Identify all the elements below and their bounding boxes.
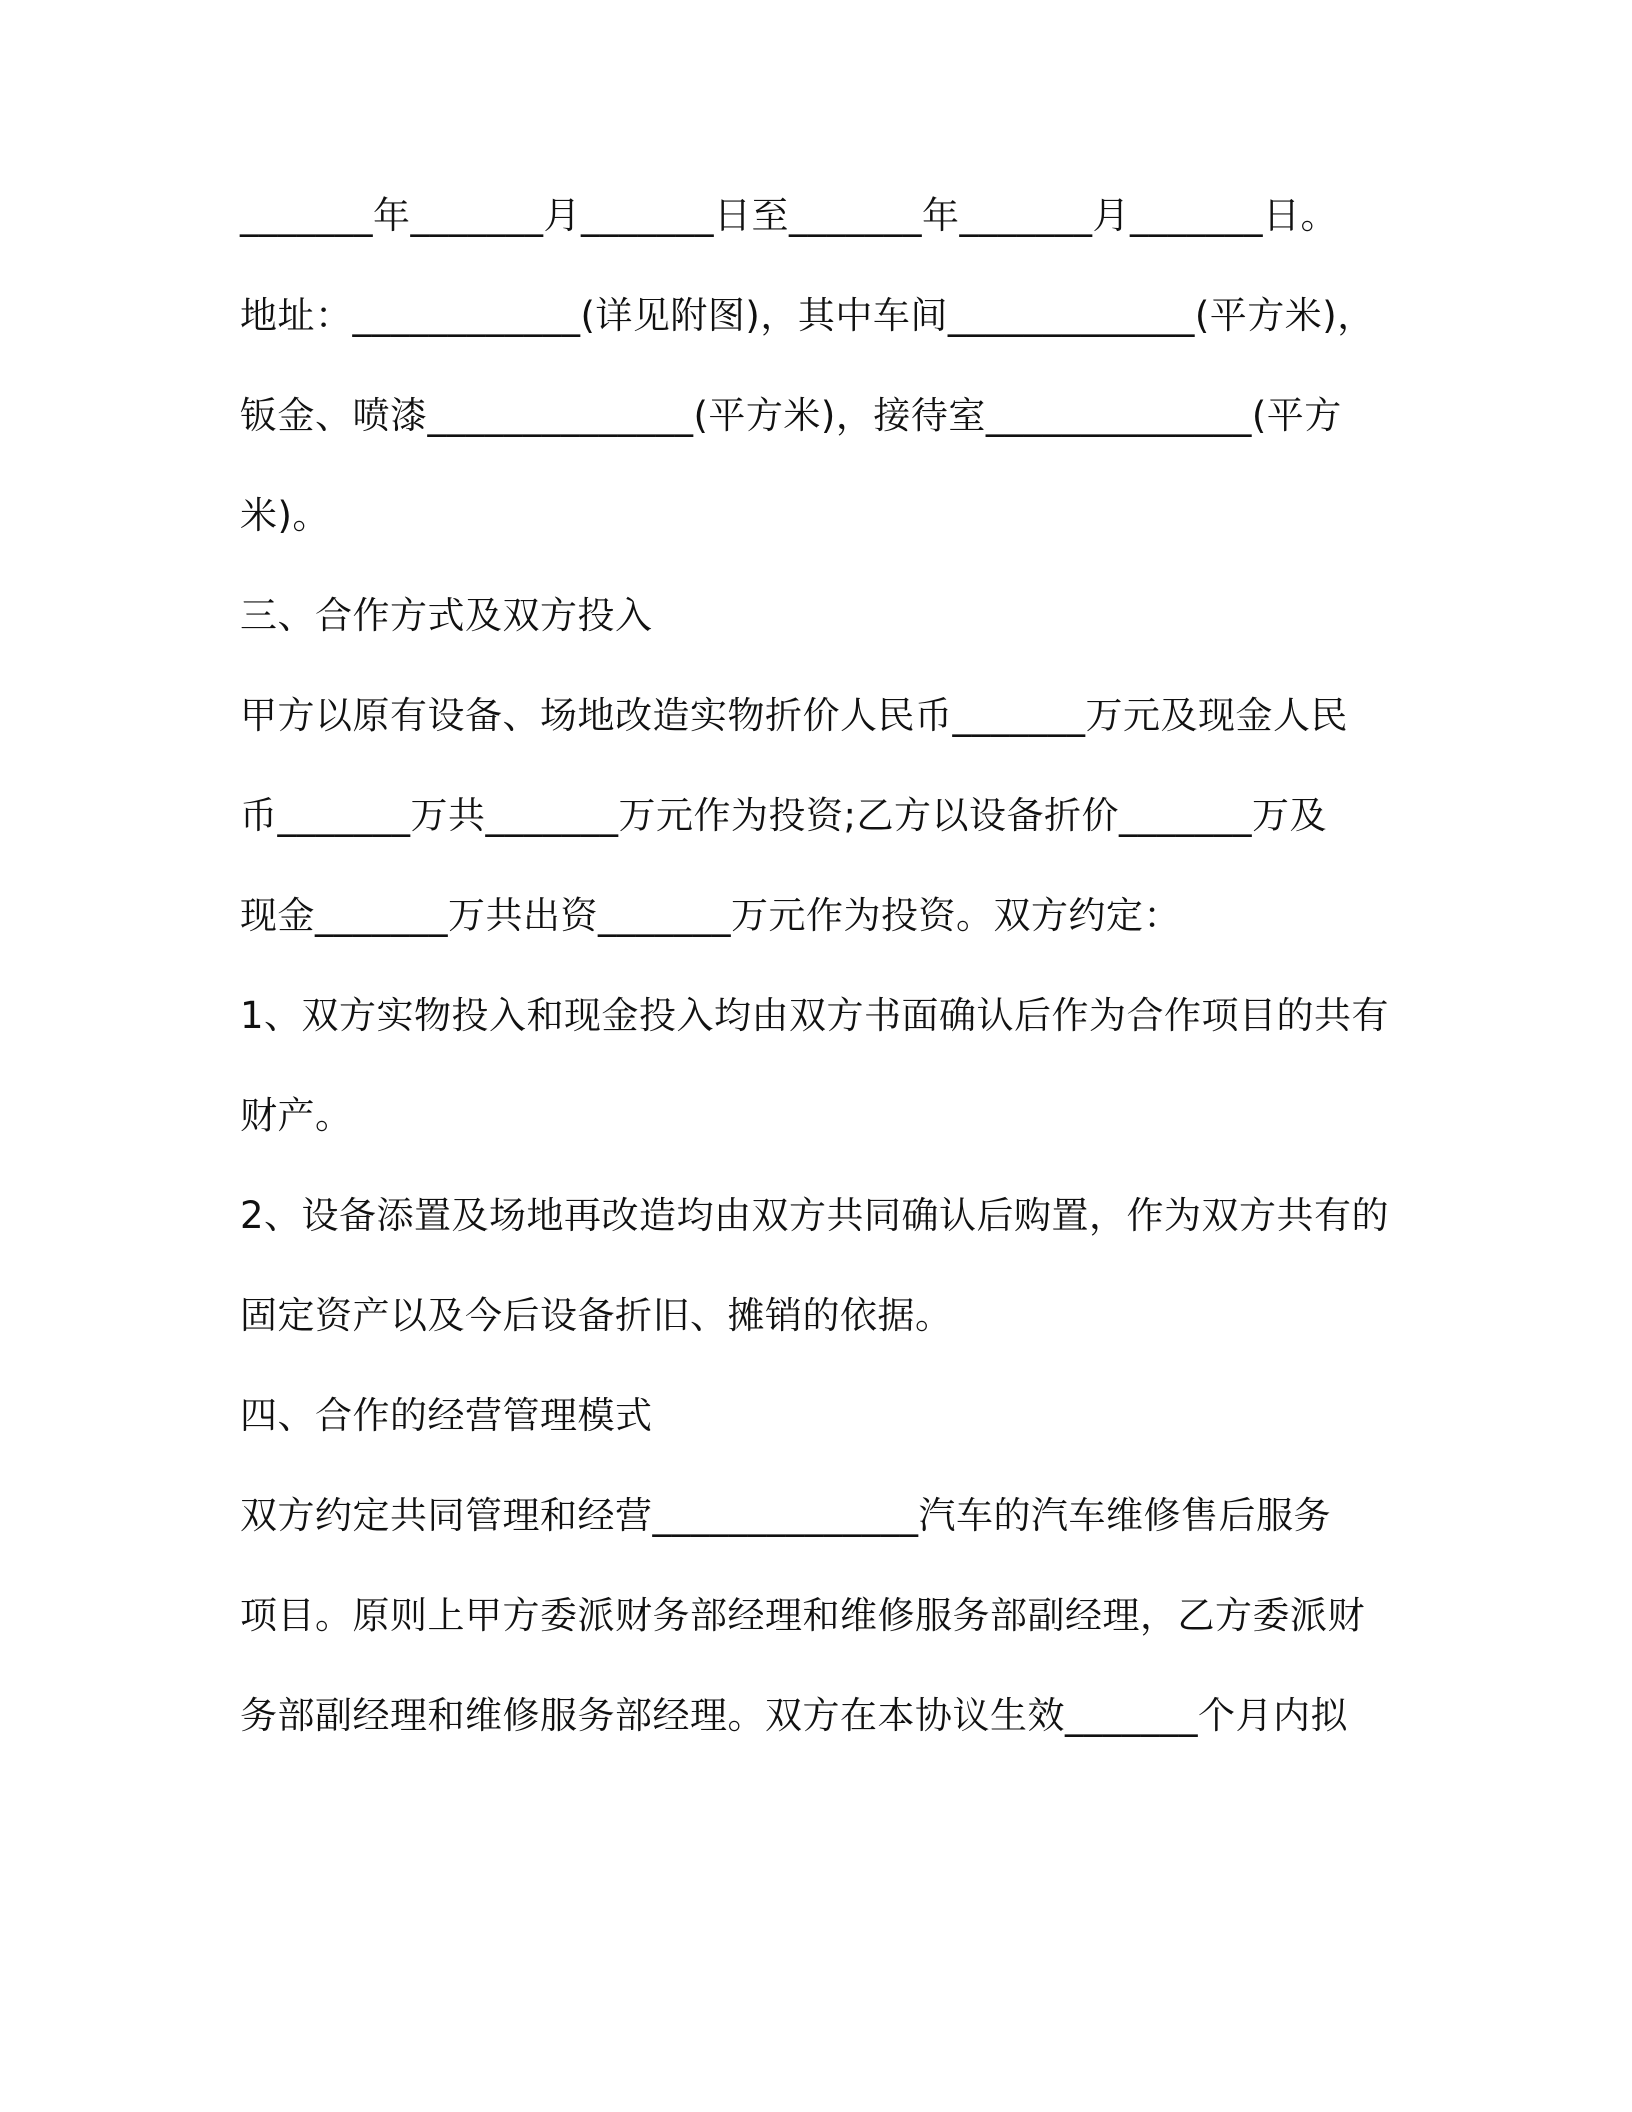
term-dates-line: _______年_______月_______日至_______年_______月_______日。 xyxy=(240,194,1338,237)
section-heading-3: 三、合作方式及双方投入 xyxy=(240,594,653,637)
area-line: 钣金、喷漆______________(平方米)，接待室______________(平方 xyxy=(240,394,1342,437)
investment-paragraph-line-2: 币_______万共_______万元作为投资;乙方以设备折价_______万及 xyxy=(240,794,1327,837)
investment-paragraph-line-3: 现金_______万共出资_______万元作为投资。双方约定： xyxy=(240,894,1181,937)
management-paragraph-line-2: 项目。原则上甲方委派财务部经理和维修服务部副经理，乙方委派财 xyxy=(240,1594,1365,1637)
clause-1-line-1: 1、双方实物投入和现金投入均由双方书面确认后作为合作项目的共有 xyxy=(240,994,1390,1037)
area-line-end: 米)。 xyxy=(240,494,330,537)
clause-2-line-1: 2、设备添置及场地再改造均由双方共同确认后购置，作为双方共有的 xyxy=(240,1194,1390,1237)
section-heading-4: 四、合作的经营管理模式 xyxy=(240,1394,653,1437)
document-body xyxy=(240,190,1400,1790)
management-paragraph-line-3: 务部副经理和维修服务部经理。双方在本协议生效_______个月内拟 xyxy=(240,1694,1348,1737)
address-line: 地址：____________(详见附图)，其中车间_____________(平方米)， xyxy=(240,294,1375,337)
clause-2-line-2: 固定资产以及今后设备折旧、摊销的依据。 xyxy=(240,1294,953,1337)
clause-1-line-2: 财产。 xyxy=(240,1094,353,1137)
investment-paragraph-line-1: 甲方以原有设备、场地改造实物折价人民币_______万元及现金人民 xyxy=(240,694,1348,737)
management-paragraph-line-1: 双方约定共同管理和经营______________汽车的汽车维修售后服务 xyxy=(240,1494,1331,1537)
